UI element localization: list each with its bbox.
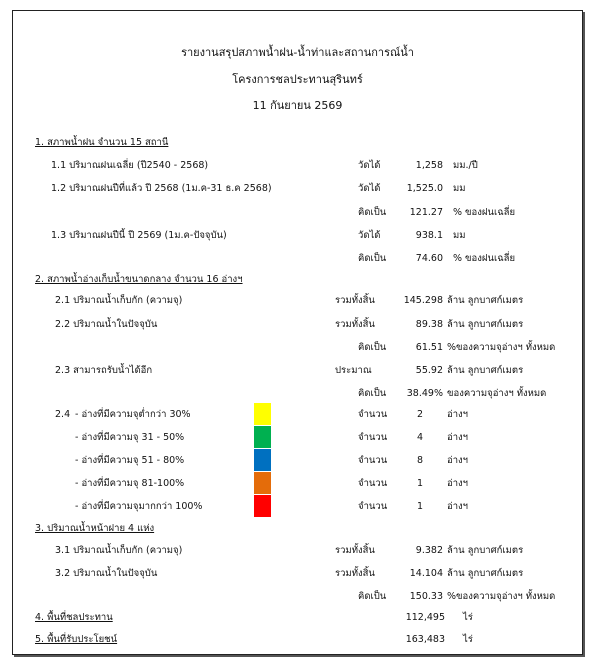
- rain-this-pct-label: คิดเป็น: [358, 253, 387, 264]
- medium-levels-prefix: 2.4: [55, 409, 71, 420]
- weir-cur-measure: รวมทั้งสิ้น: [335, 568, 375, 579]
- medium-more-unit: ล้าน ลูกบาศก์เมตร: [447, 365, 524, 376]
- weir-cur-pct-label: คิดเป็น: [358, 591, 387, 602]
- level-label: - อ่างที่มีความจุ 81-100%: [75, 478, 185, 489]
- medium-cap-unit: ล้าน ลูกบาศก์เมตร: [447, 295, 524, 306]
- level-unit: อ่างฯ: [447, 478, 469, 489]
- level-color-swatch: [254, 403, 271, 425]
- level-unit: อ่างฯ: [447, 455, 469, 466]
- weir-cur-pct-unit: %ของความจุอ่างฯ ทั้งหมด: [447, 591, 556, 602]
- level-measure: จำนวน: [358, 501, 388, 512]
- level-measure: จำนวน: [358, 409, 388, 420]
- weir-cap-value: 9.382: [415, 545, 443, 556]
- medium-cur-measure: รวมทั้งสิ้น: [335, 319, 375, 330]
- weir-cap-measure: รวมทั้งสิ้น: [335, 545, 375, 556]
- rain-this-unit: มม: [453, 230, 466, 241]
- weir-cap-unit: ล้าน ลูกบาศก์เมตร: [447, 545, 524, 556]
- report-page: [12, 10, 583, 655]
- report-title: รายงานสรุปสภาพน้ำฝน-น้ำท่าและสถานการณ์น้ำ: [181, 46, 414, 59]
- level-color-swatch: [254, 495, 271, 517]
- level-unit: อ่างฯ: [447, 432, 469, 443]
- medium-cap-label: 2.1 ปริมาณน้ำเก็บกัก (ความจุ): [55, 295, 183, 306]
- level-unit: อ่างฯ: [447, 409, 469, 420]
- weir-cur-unit: ล้าน ลูกบาศก์เมตร: [447, 568, 524, 579]
- weir-cur-pct: 150.33: [409, 591, 443, 602]
- level-unit: อ่างฯ: [447, 501, 469, 512]
- level-label: - อ่างที่มีความจุ 31 - 50%: [75, 432, 185, 443]
- benefit-area-label: 5. พื้นที่รับประโยชน์: [35, 634, 118, 645]
- level-count: 4: [416, 432, 423, 443]
- level-color-swatch: [254, 426, 271, 448]
- rain-this-pct-unit: % ของฝนเฉลี่ย: [453, 253, 516, 264]
- rain-this-value: 938.1: [415, 230, 443, 241]
- rain-avg-label: 1.1 ปริมาณฝนเฉลี่ย (ปี2540 - 2568): [51, 160, 209, 171]
- section-rain-heading: 1. สภาพน้ำฝน จำนวน 15 สถานี: [35, 137, 169, 148]
- rain-last-value: 1,525.0: [406, 183, 443, 194]
- section-medium-heading: 2. สภาพน้ำอ่างเก็บน้ำขนาดกลาง จำนวน 16 อ่างฯ: [35, 274, 243, 285]
- rain-this-pct: 74.60: [415, 253, 443, 264]
- level-label: - อ่างที่มีความจุมากกว่า 100%: [75, 501, 203, 512]
- level-label: - อ่างที่มีความจุ 51 - 80%: [75, 455, 185, 466]
- medium-cap-value: 145.298: [403, 295, 443, 306]
- medium-cur-value: 89.38: [415, 319, 443, 330]
- level-count: 8: [416, 455, 423, 466]
- irrigated-area-unit: ไร่: [463, 612, 473, 623]
- level-measure: จำนวน: [358, 478, 388, 489]
- rain-avg-measure: วัดได้: [358, 160, 381, 171]
- benefit-area-unit: ไร่: [463, 634, 473, 645]
- rain-avg-unit: มม./ปี: [453, 160, 478, 171]
- level-color-swatch: [254, 472, 271, 494]
- rain-this-measure: วัดได้: [358, 230, 381, 241]
- weir-cur-label: 3.2 ปริมาณน้ำในปัจจุบัน: [55, 568, 158, 579]
- section-weir-heading: 3. ปริมาณน้ำหน้าฝาย 4 แห่ง: [35, 523, 155, 534]
- medium-cur-pct-label: คิดเป็น: [358, 342, 387, 353]
- rain-last-measure: วัดได้: [358, 183, 381, 194]
- medium-cur-label: 2.2 ปริมาณน้ำในปัจจุบัน: [55, 319, 158, 330]
- rain-avg-value: 1,258: [415, 160, 443, 171]
- rain-last-unit: มม: [453, 183, 466, 194]
- level-count: 1: [416, 478, 423, 489]
- medium-more-measure: ประมาณ: [335, 365, 372, 376]
- level-label: - อ่างที่มีความจุต่ำกว่า 30%: [75, 409, 191, 420]
- level-measure: จำนวน: [358, 432, 388, 443]
- irrigated-area-label: 4. พื้นที่ชลประทาน: [35, 612, 113, 623]
- project-name: โครงการชลประทานสุรินทร์: [232, 73, 363, 86]
- level-count: 2: [416, 409, 423, 420]
- medium-cur-unit: ล้าน ลูกบาศก์เมตร: [447, 319, 524, 330]
- medium-cap-measure: รวมทั้งสิ้น: [335, 295, 375, 306]
- rain-last-pct: 121.27: [409, 207, 443, 218]
- weir-cap-label: 3.1 ปริมาณน้ำเก็บกัก (ความจุ): [55, 545, 183, 556]
- medium-more-pct-unit: ของความจุอ่างฯ ทั้งหมด: [447, 388, 547, 399]
- medium-cur-pct: 61.51: [415, 342, 443, 353]
- weir-cur-value: 14.104: [409, 568, 443, 579]
- benefit-area-value: 163,483: [405, 634, 445, 645]
- medium-more-pct: 38.49%: [406, 388, 443, 399]
- level-count: 1: [416, 501, 423, 512]
- level-measure: จำนวน: [358, 455, 388, 466]
- medium-cur-pct-unit: %ของความจุอ่างฯ ทั้งหมด: [447, 342, 556, 353]
- rain-last-label: 1.2 ปริมาณฝนปีที่แล้ว ปี 2568 (1ม.ค-31 ธ.ค 2568): [51, 183, 272, 194]
- level-color-swatch: [254, 449, 271, 471]
- report-date: 11 กันยายน 2569: [252, 99, 343, 112]
- rain-last-pct-label: คิดเป็น: [358, 207, 387, 218]
- rain-last-pct-unit: % ของฝนเฉลี่ย: [453, 207, 516, 218]
- medium-more-pct-label: คิดเป็น: [358, 388, 387, 399]
- rain-this-label: 1.3 ปริมาณฝนปีนี้ ปี 2569 (1ม.ค-ปัจจุบัน): [51, 230, 227, 241]
- medium-more-label: 2.3 สามารถรับน้ำได้อีก: [55, 365, 153, 376]
- irrigated-area-value: 112,495: [405, 612, 445, 623]
- medium-more-value: 55.92: [415, 365, 443, 376]
